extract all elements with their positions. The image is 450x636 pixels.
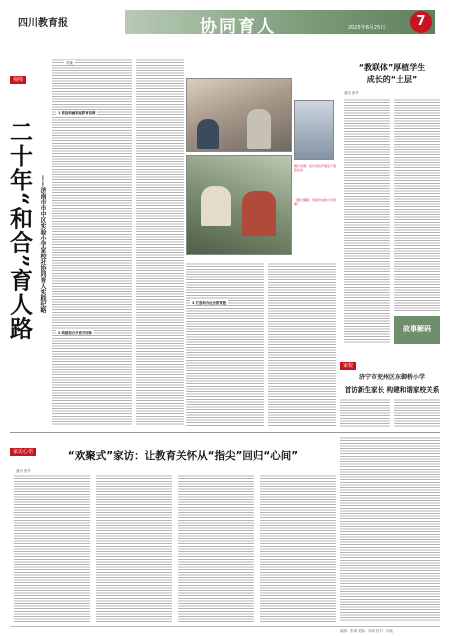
right-mid-headline: 首访新生家长 构建和谐家校关系 xyxy=(344,386,440,394)
feature-photo-caption: 图片说明：家长学校开展亲子阅读活动 xyxy=(294,164,336,173)
right-top-title-line1: “教联体”厚植学生 xyxy=(358,63,426,72)
right-mid-tag xyxy=(340,352,356,371)
feature-subtitle: ——济南市市中区实验小学家校社协同育人实践纪略 xyxy=(39,175,46,313)
bottom-body-col2 xyxy=(96,474,172,622)
photo-figure xyxy=(201,186,231,226)
feature-photo-reading xyxy=(186,155,292,255)
header-band xyxy=(125,10,435,34)
right-top-byline: 通讯 张华 xyxy=(344,91,359,95)
story-box-label: 故事解码 xyxy=(403,325,431,333)
photo-figure xyxy=(242,191,276,236)
right-mid-body-col1 xyxy=(340,398,390,428)
date-line: 2025年8月25日 xyxy=(348,25,386,31)
feature-photo-classroom xyxy=(186,78,292,152)
photo-figure xyxy=(247,109,271,149)
feature-body-col2 xyxy=(136,58,184,426)
feature-headline: 二十年“和合”育人路 xyxy=(6,120,33,341)
bottom-body-col4 xyxy=(260,474,336,622)
right-top-body-col1 xyxy=(344,98,390,344)
feature-photo-credit: （图片摄影：济南市实验小学供图） xyxy=(294,198,336,207)
bottom-body-col5 xyxy=(340,436,440,622)
right-mid-tag-label: 家校 xyxy=(340,362,356,370)
feature-tag-label: 视线 xyxy=(10,76,26,84)
right-mid-body-col2 xyxy=(394,398,440,428)
feature-tag xyxy=(10,66,40,84)
right-mid-subtitle: 济宁市兖州区东御桥小学 xyxy=(358,374,425,381)
section-divider xyxy=(10,432,440,433)
feature-intro-label: 学校 xyxy=(66,61,73,65)
masthead xyxy=(0,0,450,36)
feature-section2-title: 2 构建和合共育共同体 xyxy=(58,331,93,335)
feature-photo-activity xyxy=(294,100,334,160)
bottom-body-col3 xyxy=(178,474,254,622)
bottom-tag-label: 家访心语 xyxy=(10,448,36,456)
feature-body-col4 xyxy=(268,262,336,426)
feature-section3-title: 3 打造和合社会教育链 xyxy=(192,301,227,305)
bottom-byline: 通讯 张华 xyxy=(16,469,31,473)
footer-line xyxy=(10,626,440,627)
right-top-body-col2 xyxy=(394,98,440,312)
feature-body-col3 xyxy=(186,262,264,426)
section-title: 协同育人 xyxy=(200,17,276,37)
feature-section1-title: 1 营造和融家庭教育氛围 xyxy=(58,111,96,115)
photo-figure xyxy=(197,119,219,149)
right-top-title-line2: 成长的“土层” xyxy=(366,75,418,84)
bottom-body-col1 xyxy=(14,474,90,622)
page-number: 7 xyxy=(410,11,432,33)
bottom-headline: “欢聚式”家访：让教育关怀从“指尖”回归“心间” xyxy=(67,450,299,462)
footer-credits: 编辑：张琳 美编：杨倩 校对：何纯 xyxy=(340,629,394,633)
story-box xyxy=(394,316,440,344)
logo: 四川教育报 xyxy=(18,18,68,29)
